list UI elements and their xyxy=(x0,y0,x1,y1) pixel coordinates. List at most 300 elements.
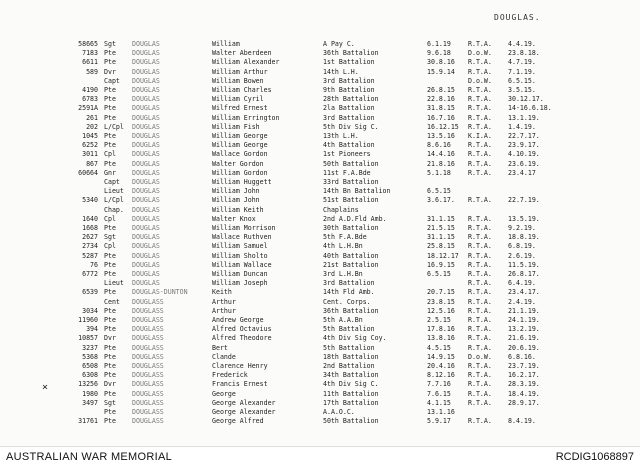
table-row xyxy=(0,334,640,342)
surname: DOUGLAS xyxy=(132,159,160,168)
table-row xyxy=(0,150,640,158)
surname: DOUGLAS xyxy=(132,242,160,251)
surname: DOUGLAS xyxy=(132,279,160,288)
enlist-date: 13.1.16 xyxy=(427,408,455,416)
given-names: Clarence Henry xyxy=(212,362,268,370)
table-row xyxy=(0,307,640,315)
service-number: 2627 xyxy=(82,233,98,242)
unit: 5th Div Sig C. xyxy=(323,122,379,131)
fate: R.T.A. xyxy=(468,168,492,177)
surname: DOUGLASS xyxy=(132,297,164,306)
service-number: 76 xyxy=(90,260,98,269)
service-number: 11960 xyxy=(78,316,98,324)
rank: Cpl xyxy=(104,242,116,251)
table-row xyxy=(0,160,640,168)
table-row xyxy=(0,123,640,131)
surname: DOUGLAS xyxy=(132,260,160,269)
rank: Pte xyxy=(104,270,116,278)
fate: R.T.A. xyxy=(468,325,492,334)
given-names: William Charles xyxy=(212,86,272,94)
given-names: William John xyxy=(212,196,260,205)
fate-date: 24.1.19. xyxy=(508,316,540,324)
service-number: 3011 xyxy=(82,150,98,159)
fate-date: 22.7.19. xyxy=(508,196,540,205)
enlist-date: 9.6.18 xyxy=(427,49,451,58)
service-number: 6308 xyxy=(82,371,98,380)
fate-date: 1.4.19. xyxy=(508,122,536,131)
surname: DOUGLAS xyxy=(132,224,160,232)
unit: Chaplains xyxy=(323,205,359,214)
fate-date: 7.1.19. xyxy=(508,67,536,76)
surname: DOUGLAS xyxy=(132,205,160,214)
fate: R.T.A. xyxy=(468,288,492,297)
surname: DOUGLASS xyxy=(132,316,164,324)
given-names: Bert xyxy=(212,343,228,352)
given-names: Arthur xyxy=(212,297,236,306)
unit: 33rd Battalion xyxy=(323,178,379,186)
given-names: George Alexander xyxy=(212,408,276,416)
surname: DOUGLASS xyxy=(132,306,164,315)
enlist-date: 25.8.15 xyxy=(427,242,455,251)
table-row xyxy=(0,68,640,76)
table-row xyxy=(0,344,640,352)
given-names: William Wallace xyxy=(212,260,272,269)
rank: Pte xyxy=(104,408,116,416)
given-names: William Gordon xyxy=(212,168,268,177)
record-id: RCDIG1068897 xyxy=(555,451,634,463)
enlist-date: 14.4.16 xyxy=(427,150,455,159)
table-row xyxy=(0,380,640,388)
fate: R.T.A. xyxy=(468,251,492,260)
unit: 40th Battalion xyxy=(323,251,379,260)
rank: Cpl xyxy=(104,214,116,223)
unit: 34th Battalion xyxy=(323,371,379,380)
fate: R.T.A. xyxy=(468,362,492,370)
fate: R.T.A. xyxy=(468,316,492,324)
fate-date: 23.7.19. xyxy=(508,362,540,370)
table-row xyxy=(0,261,640,269)
unit: 9th Battalion xyxy=(323,86,375,94)
archive-name: AUSTRALIAN WAR MEMORIAL xyxy=(6,451,173,463)
unit: 4th L.H.Bn xyxy=(323,242,363,251)
given-names: William Cyril xyxy=(212,95,264,104)
unit: 5th F.A.Bde xyxy=(323,233,367,242)
fate: R.T.A. xyxy=(468,417,492,426)
enlist-date: 7.6.15 xyxy=(427,389,451,398)
enlist-date: 4.5.15 xyxy=(427,343,451,352)
enlist-date: 26.8.15 xyxy=(427,86,455,94)
surname: DOUGLAS xyxy=(132,76,160,85)
table-row xyxy=(0,178,640,186)
given-names: Walter Gordon xyxy=(212,159,264,168)
service-number: 5340 xyxy=(82,196,98,205)
rank: Cent xyxy=(104,297,120,306)
enlist-date: 21.8.16 xyxy=(427,159,455,168)
unit: 3rd Battalion xyxy=(323,113,375,122)
fate-date: 18.4.19. xyxy=(508,389,540,398)
fate-date: 8.4.19. xyxy=(508,417,536,426)
unit: 4th Div Sig Coy. xyxy=(323,334,387,343)
enlist-date: 4.1.15 xyxy=(427,398,451,407)
service-number: 60664 xyxy=(78,168,98,177)
surname: DOUGLASS xyxy=(132,325,164,334)
rank: Dvr xyxy=(104,67,116,76)
enlist-date: 5.1.18 xyxy=(427,168,451,177)
unit: 36th Battalion xyxy=(323,306,379,315)
given-names: William Alexander xyxy=(212,58,280,67)
given-names: William John xyxy=(212,187,260,196)
service-number: 1980 xyxy=(82,389,98,398)
fate-date: 13.5.19. xyxy=(508,214,540,223)
surname: DOUGLASS xyxy=(132,380,164,389)
unit: 2la Battalion xyxy=(323,104,375,113)
rank: Pte xyxy=(104,58,116,67)
enlist-date: 31.8.15 xyxy=(427,104,455,113)
table-row xyxy=(0,298,640,306)
fate-date: 23.6.19. xyxy=(508,159,540,168)
enlist-date: 17.8.16 xyxy=(427,325,455,334)
given-names: William Samuel xyxy=(212,242,268,251)
table-row xyxy=(0,187,640,195)
footer-bar xyxy=(0,446,640,467)
given-names: William Keith xyxy=(212,205,264,214)
table-row xyxy=(0,132,640,140)
service-number: 31761 xyxy=(78,417,98,426)
given-names: William Fish xyxy=(212,122,260,131)
enlist-date: 8.6.16 xyxy=(427,141,451,150)
rank: Pte xyxy=(104,251,116,260)
enlist-date: 3.6.17. xyxy=(427,196,455,205)
fate: R.T.A. xyxy=(468,40,492,48)
fate-date: 6.5.15. xyxy=(508,76,536,85)
enlist-date: 6.5.15 xyxy=(427,270,451,278)
table-row xyxy=(0,288,640,296)
table-row xyxy=(0,362,640,370)
rank: Pte xyxy=(104,288,116,297)
fate-date: 11.5.19. xyxy=(508,260,540,269)
table-row xyxy=(0,279,640,287)
enlist-date: 2.5.15 xyxy=(427,316,451,324)
fate-date: 23.4.17 xyxy=(508,168,536,177)
enlist-date: 31.1.15 xyxy=(427,214,455,223)
fate: R.T.A. xyxy=(468,389,492,398)
unit: 13th L.H. xyxy=(323,132,359,140)
enlist-date: 13.5.16 xyxy=(427,132,455,140)
enlist-date: 15.9.14 xyxy=(427,67,455,76)
fate-date: 30.12.17. xyxy=(508,95,544,104)
unit: 2nd Battalion xyxy=(323,362,375,370)
rank: Pte xyxy=(104,316,116,324)
given-names: Clande xyxy=(212,352,236,361)
enlist-date: 18.12.17 xyxy=(427,251,459,260)
table-row xyxy=(0,242,640,250)
fate: R.T.A. xyxy=(468,334,492,343)
given-names: Frederick xyxy=(212,371,248,380)
service-number: 867 xyxy=(86,159,98,168)
margin-mark: × xyxy=(42,382,49,393)
fate: R.T.A. xyxy=(468,371,492,380)
rank: L/Cpl xyxy=(104,122,124,131)
unit: 14th L.H. xyxy=(323,67,359,76)
rank: Pte xyxy=(104,159,116,168)
given-names: Alfred Octavius xyxy=(212,325,272,334)
rank: Pte xyxy=(104,95,116,104)
given-names: William Morrison xyxy=(212,224,276,232)
fate-date: 26.8.17. xyxy=(508,270,540,278)
enlist-date: 12.5.16 xyxy=(427,306,455,315)
fate: K.I.A. xyxy=(468,132,492,140)
enlist-date: 20.4.16 xyxy=(427,362,455,370)
given-names: George xyxy=(212,389,236,398)
given-names: Walter Knox xyxy=(212,214,256,223)
table-row xyxy=(0,95,640,103)
surname: DOUGLASS xyxy=(132,371,164,380)
service-number: 6611 xyxy=(82,58,98,67)
enlist-date: 8.12.16 xyxy=(427,371,455,380)
page-header: DOUGLAS. xyxy=(494,13,541,22)
rank: Pte xyxy=(104,141,116,150)
enlist-date: 6.5.15 xyxy=(427,187,451,196)
fate: R.T.A. xyxy=(468,233,492,242)
service-number: 5368 xyxy=(82,352,98,361)
fate: D.o.W. xyxy=(468,352,492,361)
rank: Chap. xyxy=(104,205,124,214)
unit: A Pay C. xyxy=(323,40,355,48)
fate: R.T.A. xyxy=(468,159,492,168)
rank: Pte xyxy=(104,306,116,315)
given-names: Wallace Ruthven xyxy=(212,233,272,242)
enlist-date: 22.8.16 xyxy=(427,95,455,104)
fate: R.T.A. xyxy=(468,95,492,104)
enlist-date: 21.5.15 xyxy=(427,224,455,232)
given-names: William Joseph xyxy=(212,279,268,288)
given-names: William xyxy=(212,40,240,48)
fate-date: 4.10.19. xyxy=(508,150,540,159)
unit: 5th Battalion xyxy=(323,325,375,334)
table-row xyxy=(0,141,640,149)
fate: R.T.A. xyxy=(468,196,492,205)
table-row xyxy=(0,408,640,416)
given-names: William Sholto xyxy=(212,251,268,260)
unit: 3rd L.H.Bn xyxy=(323,270,363,278)
fate: R.T.A. xyxy=(468,86,492,94)
fate-date: 21.6.19. xyxy=(508,334,540,343)
fate-date: 23.8.18. xyxy=(508,49,540,58)
table-row xyxy=(0,325,640,333)
service-number: 1045 xyxy=(82,132,98,140)
given-names: William Huggett xyxy=(212,178,272,186)
given-names: Wallace Gordon xyxy=(212,150,268,159)
rank: Pte xyxy=(104,86,116,94)
given-names: Wilfred Ernest xyxy=(212,104,268,113)
table-row xyxy=(0,114,640,122)
surname: DOUGLASS xyxy=(132,417,164,426)
rank: Pte xyxy=(104,389,116,398)
enlist-date: 7.7.16 xyxy=(427,380,451,389)
service-number: 2734 xyxy=(82,242,98,251)
surname: DOUGLASS xyxy=(132,389,164,398)
enlist-date: 16.12.15 xyxy=(427,122,459,131)
rank: Pte xyxy=(104,132,116,140)
service-number: 3237 xyxy=(82,343,98,352)
fate-date: 28.9.17. xyxy=(508,398,540,407)
fate: D.o.W. xyxy=(468,76,492,85)
fate: R.T.A. xyxy=(468,113,492,122)
surname: DOUGLAS xyxy=(132,270,160,278)
enlist-date: 16.7.16 xyxy=(427,113,455,122)
fate: R.T.A. xyxy=(468,104,492,113)
given-names: William Duncan xyxy=(212,270,268,278)
fate: R.T.A. xyxy=(468,58,492,67)
rank: Pte xyxy=(104,104,116,113)
surname: DOUGLAS-DUNTON xyxy=(132,288,188,297)
fate: R.T.A. xyxy=(468,150,492,159)
given-names: Arthur xyxy=(212,306,236,315)
unit: 5th A.A.Bn xyxy=(323,316,363,324)
fate-date: 18.8.19. xyxy=(508,233,540,242)
surname: DOUGLAS xyxy=(132,40,160,48)
fate: R.T.A. xyxy=(468,67,492,76)
unit: 17th Battalion xyxy=(323,398,379,407)
table-row xyxy=(0,104,640,112)
rank: Pte xyxy=(104,113,116,122)
surname: DOUGLAS xyxy=(132,58,160,67)
rank: Gnr xyxy=(104,168,116,177)
surname: DOUGLAS xyxy=(132,95,160,104)
fate-date: 23.4.17. xyxy=(508,288,540,297)
service-number: 6539 xyxy=(82,288,98,297)
service-number: 6783 xyxy=(82,95,98,104)
enlist-date: 13.8.16 xyxy=(427,334,455,343)
surname: DOUGLAS xyxy=(132,150,160,159)
fate-date: 13.2.19. xyxy=(508,325,540,334)
service-number: 13256 xyxy=(78,380,98,389)
surname: DOUGLAS xyxy=(132,67,160,76)
fate: R.T.A. xyxy=(468,141,492,150)
unit: 11th Battalion xyxy=(323,389,379,398)
given-names: William George xyxy=(212,132,268,140)
fate-date: 23.9.17. xyxy=(508,141,540,150)
given-names: Walter Aberdeen xyxy=(212,49,272,58)
surname: DOUGLASS xyxy=(132,362,164,370)
rank: Pte xyxy=(104,325,116,334)
fate-date: 6.8.16. xyxy=(508,352,536,361)
given-names: William Bowen xyxy=(212,76,264,85)
surname: DOUGLAS xyxy=(132,214,160,223)
service-number: 261 xyxy=(86,113,98,122)
fate-date: 21.1.19. xyxy=(508,306,540,315)
enlist-date: 31.1.15 xyxy=(427,233,455,242)
given-names: Keith xyxy=(212,288,232,297)
rank: L/Cpl xyxy=(104,196,124,205)
unit: 50th Battalion xyxy=(323,417,379,426)
fate: R.T.A. xyxy=(468,122,492,131)
unit: 14th Bn Battalion xyxy=(323,187,391,196)
rank: Cpl xyxy=(104,150,116,159)
surname: DOUGLAS xyxy=(132,132,160,140)
unit: 3rd Battalion xyxy=(323,279,375,288)
enlist-date: 30.8.16 xyxy=(427,58,455,67)
rank: Pte xyxy=(104,343,116,352)
rank: Lieut xyxy=(104,279,124,288)
given-names: Alfred Theodore xyxy=(212,334,272,343)
surname: DOUGLAS xyxy=(132,196,160,205)
rank: Dvr xyxy=(104,380,116,389)
service-number: 58665 xyxy=(78,40,98,48)
table-row xyxy=(0,390,640,398)
rank: Sgt xyxy=(104,40,116,48)
table-row xyxy=(0,252,640,260)
fate-date: 6.8.19. xyxy=(508,242,536,251)
unit: 21st Battalion xyxy=(323,260,379,269)
unit: 1st Pioneers xyxy=(323,150,371,159)
service-number: 2591A xyxy=(78,104,98,113)
surname: DOUGLAS xyxy=(132,86,160,94)
fate-date: 6.4.19. xyxy=(508,279,536,288)
table-row xyxy=(0,224,640,232)
fate: R.T.A. xyxy=(468,260,492,269)
table-row xyxy=(0,58,640,66)
table-row xyxy=(0,270,640,278)
surname: DOUGLASS xyxy=(132,398,164,407)
service-number: 10857 xyxy=(78,334,98,343)
table-row xyxy=(0,206,640,214)
enlist-date: 23.8.15 xyxy=(427,297,455,306)
table-row xyxy=(0,215,640,223)
surname: DOUGLAS xyxy=(132,178,160,186)
unit: 1st Battalion xyxy=(323,58,375,67)
table-row xyxy=(0,399,640,407)
unit: 51st Battalion xyxy=(323,196,379,205)
fate-date: 4.4.19. xyxy=(508,40,536,48)
given-names: George Alexander xyxy=(212,398,276,407)
fate: D.o.W. xyxy=(468,49,492,58)
table-row xyxy=(0,40,640,48)
unit: 14th Fld Amb. xyxy=(323,288,375,297)
surname: DOUGLASS xyxy=(132,408,164,416)
fate: R.T.A. xyxy=(468,380,492,389)
unit: 36th Battalion xyxy=(323,49,379,58)
service-number: 7183 xyxy=(82,49,98,58)
fate-date: 2.4.19. xyxy=(508,297,536,306)
fate-date: 22.7.17. xyxy=(508,132,540,140)
unit: 18th Battalion xyxy=(323,352,379,361)
unit: 50th Battalion xyxy=(323,159,379,168)
table-row xyxy=(0,169,640,177)
table-row xyxy=(0,353,640,361)
given-names: William Errington xyxy=(212,113,280,122)
service-number: 6772 xyxy=(82,270,98,278)
rank: Capt xyxy=(104,178,120,186)
unit: 4th Div Sig C. xyxy=(323,380,379,389)
service-number: 6252 xyxy=(82,141,98,150)
enlist-date: 20.7.15 xyxy=(427,288,455,297)
unit: Cent. Corps. xyxy=(323,297,371,306)
surname: DOUGLAS xyxy=(132,141,160,150)
enlist-date: 14.9.15 xyxy=(427,352,455,361)
service-number: 4190 xyxy=(82,86,98,94)
unit: 5th Battalion xyxy=(323,343,375,352)
fate-date: 16.2.17. xyxy=(508,371,540,380)
given-names: George Alfred xyxy=(212,417,264,426)
surname: DOUGLAS xyxy=(132,233,160,242)
fate: R.T.A. xyxy=(468,270,492,278)
given-names: Francis Ernest xyxy=(212,380,268,389)
fate-date: 4.7.19. xyxy=(508,58,536,67)
service-number: 3034 xyxy=(82,306,98,315)
surname: DOUGLASS xyxy=(132,334,164,343)
unit: 11st F.A.Bde xyxy=(323,168,371,177)
